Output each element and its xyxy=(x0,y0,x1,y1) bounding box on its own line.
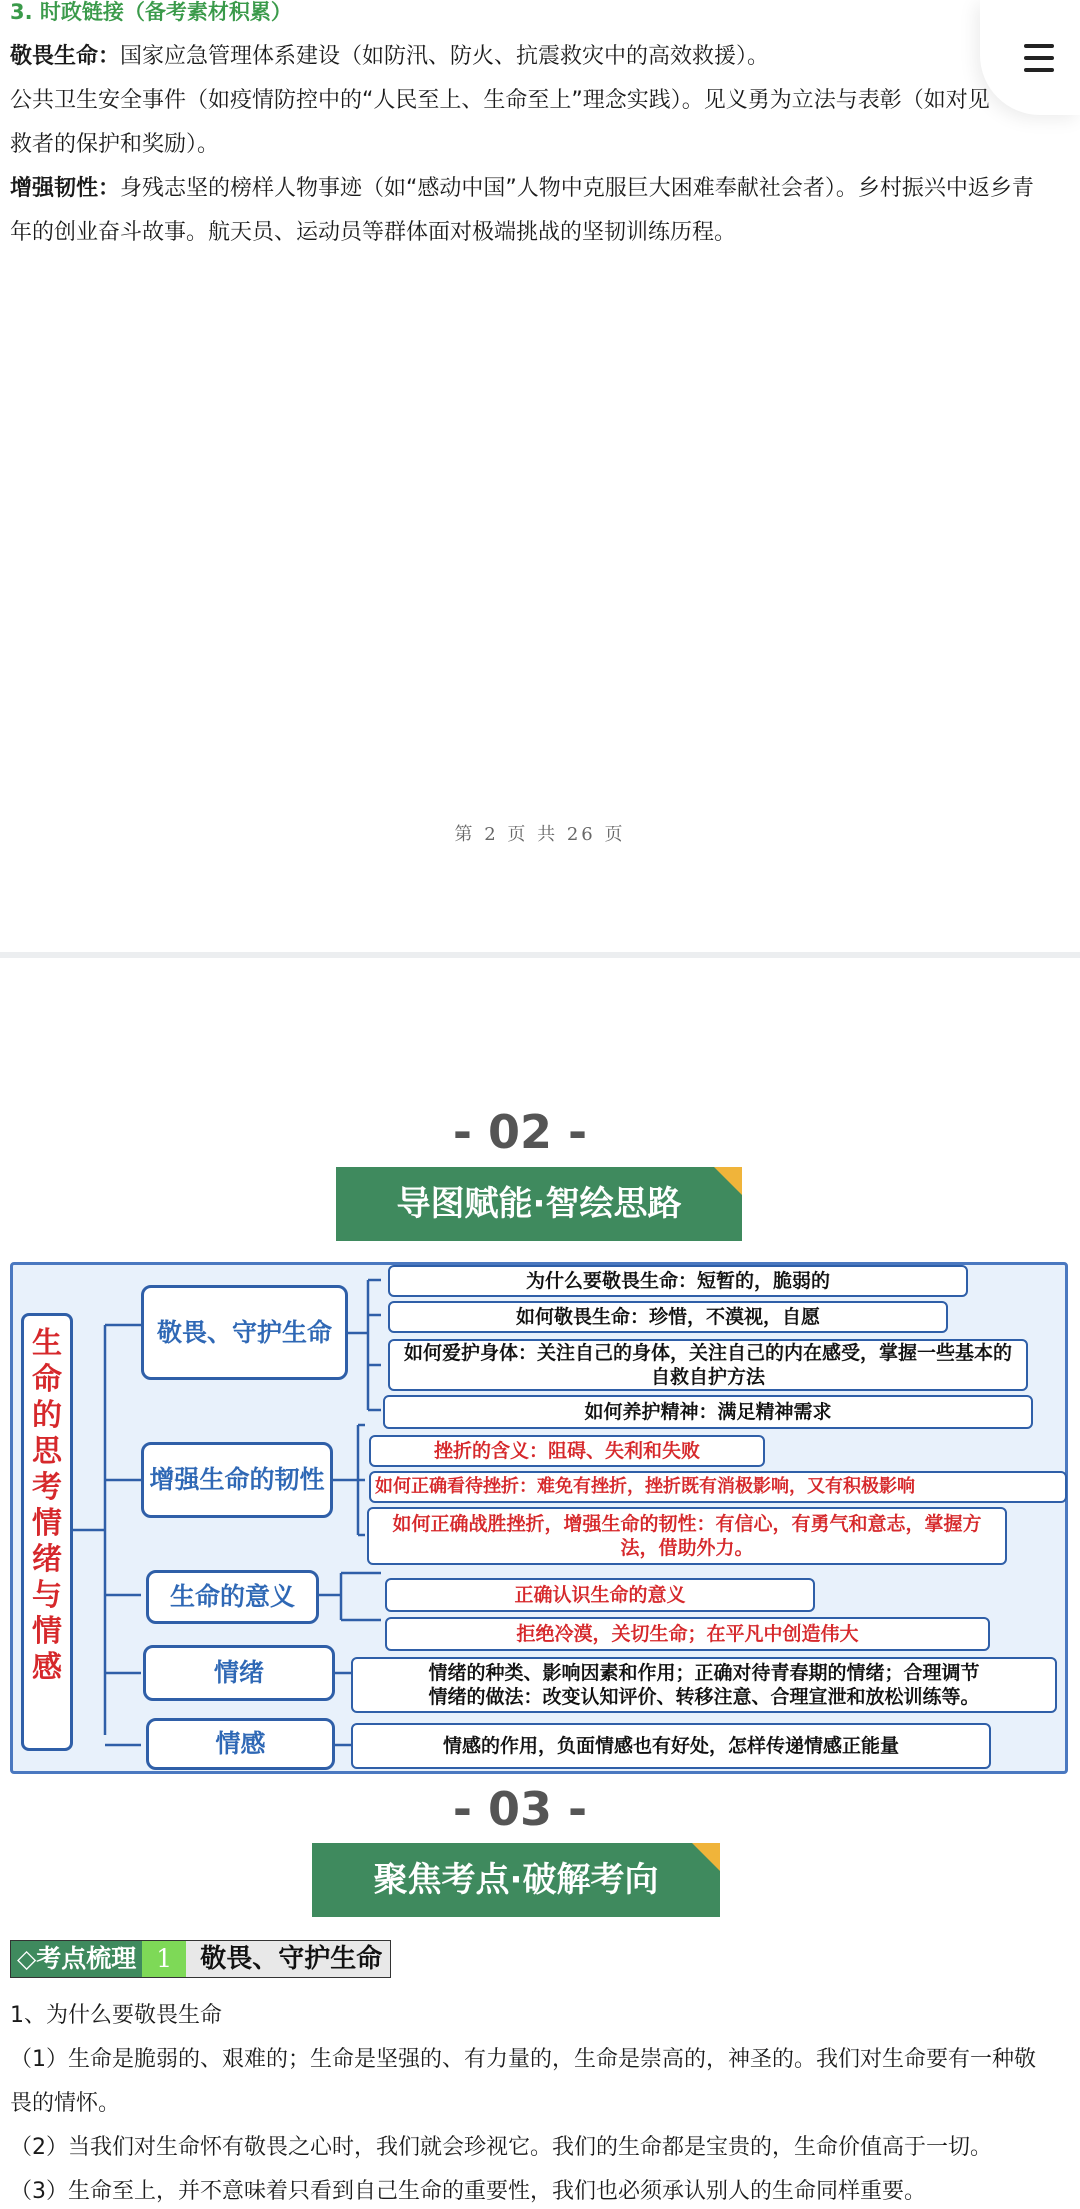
mind-map-leaf: 拒绝冷漠，关切生命；在平凡中创造伟大 xyxy=(385,1617,990,1651)
exam-point-number: 1 xyxy=(142,1941,186,1977)
page-number: 第 2 页 共 26 页 xyxy=(454,824,626,845)
banner-corner-icon xyxy=(714,1167,742,1195)
question-heading: 1、为什么要敬畏生命 xyxy=(10,2003,222,2028)
mind-map-leaf: 挫折的含义：阻碍、失利和失败 xyxy=(369,1435,765,1467)
paragraph-text: 国家应急管理体系建设（如防汛、防火、抗震救灾中的高效救援）。 xyxy=(120,44,770,69)
mind-map-leaf-emotion xyxy=(351,1657,1057,1713)
paragraph-text: 身残志坚的榜样人物事迹（如“感动中国”人物中克服巨大困难奉献社会者）。乡村振兴中返乡青 xyxy=(120,176,1034,201)
mind-map-node-feeling: 情感 xyxy=(146,1718,335,1770)
paragraph-resilience-cont: 年的创业奋斗故事。航天员、运动员等群体面对极端挑战的坚韧训练历程。 xyxy=(10,220,737,245)
mind-map-leaf: 如何正确看待挫折：难免有挫折，挫折既有消极影响，又有积极影响 xyxy=(369,1471,1067,1503)
mind-map-leaf: 如何正确战胜挫折，增强生命的韧性：有信心，有勇气和意志，掌握方法，借助外力。 xyxy=(367,1507,1007,1565)
mind-map-root: 生命的思考情绪与情感 xyxy=(21,1313,73,1751)
mind-map-node-resilience: 增强生命的韧性 xyxy=(141,1442,333,1518)
mind-map-leaf: 为什么要敬畏生命：短暂的，脆弱的 xyxy=(388,1265,968,1297)
exam-point-bar xyxy=(10,1940,391,1978)
paragraph-respect-life xyxy=(10,35,769,79)
section-banner xyxy=(336,1167,742,1241)
answer-paragraph: （3）生命至上，并不意味着只看到自己生命的重要性，我们也必须承认别人的生命同样重要。 xyxy=(10,2179,927,2204)
mind-map xyxy=(10,1262,1068,1774)
mind-map-leaf: 如何爱护身体：关注自己的身体，关注自己的内在感受，掌握一些基本的自救自护方法 xyxy=(388,1339,1028,1391)
banner-title: 导图赋能·智绘思路 xyxy=(396,1184,682,1224)
banner-title: 聚焦考点·破解考向 xyxy=(373,1860,659,1900)
mind-map-leaf: 如何敬畏生命：珍惜，不漠视，自愿 xyxy=(388,1301,948,1333)
mind-map-leaf: 正确认识生命的意义 xyxy=(385,1578,815,1612)
leaf-line: 情绪的种类、影响因素和作用；正确对待青春期的情绪；合理调节 xyxy=(428,1662,980,1684)
mind-map-node-emotion: 情绪 xyxy=(143,1645,335,1701)
section-number: - 03 - xyxy=(452,1782,588,1836)
paragraph-label: 增强韧性： xyxy=(10,176,121,201)
paragraph-public-health-cont: 救者的保护和奖励）。 xyxy=(10,132,220,157)
document-page xyxy=(0,0,1080,955)
paragraph-public-health: 公共卫生安全事件（如疫情防控中的“人民至上、生命至上”理念实践）。见义勇为立法与表彰（如对见 xyxy=(10,88,990,113)
page-divider xyxy=(0,952,1080,958)
section-number: - 02 - xyxy=(452,1105,588,1159)
paragraph-label: 敬畏生命： xyxy=(10,44,121,69)
mind-map-leaf: 情感的作用，负面情感也有好处，怎样传递情感正能量 xyxy=(351,1723,991,1769)
mind-map-node-meaning: 生命的意义 xyxy=(146,1570,319,1624)
banner-corner-icon xyxy=(692,1843,720,1871)
mind-map-leaf: 如何养护精神：满足精神需求 xyxy=(383,1395,1033,1429)
answer-paragraph: （2）当我们对生命怀有敬畏之心时，我们就会珍视它。我们的生命都是宝贵的，生命价值高于一切。 xyxy=(10,2135,993,2160)
section-heading: 3. 时政链接（备考素材积累） xyxy=(10,0,292,24)
answer-paragraph: （1）生命是脆弱的、艰难的；生命是坚强的、有力量的，生命是崇高的，神圣的。我们对生命要有一种敬 xyxy=(10,2047,1037,2072)
mind-map-node-respect-life: 敬畏、守护生命 xyxy=(141,1285,348,1380)
section-banner xyxy=(312,1843,720,1917)
exam-point-title: 敬畏、守护生命 xyxy=(186,1941,390,1977)
paragraph-resilience xyxy=(10,167,1034,211)
leaf-line: 情绪的做法：改变认知评价、转移注意、合理宣泄和放松训练等。 xyxy=(428,1686,980,1708)
exam-point-label: ◇考点梳理 xyxy=(11,1941,142,1977)
answer-paragraph-cont: 畏的情怀。 xyxy=(10,2091,121,2116)
